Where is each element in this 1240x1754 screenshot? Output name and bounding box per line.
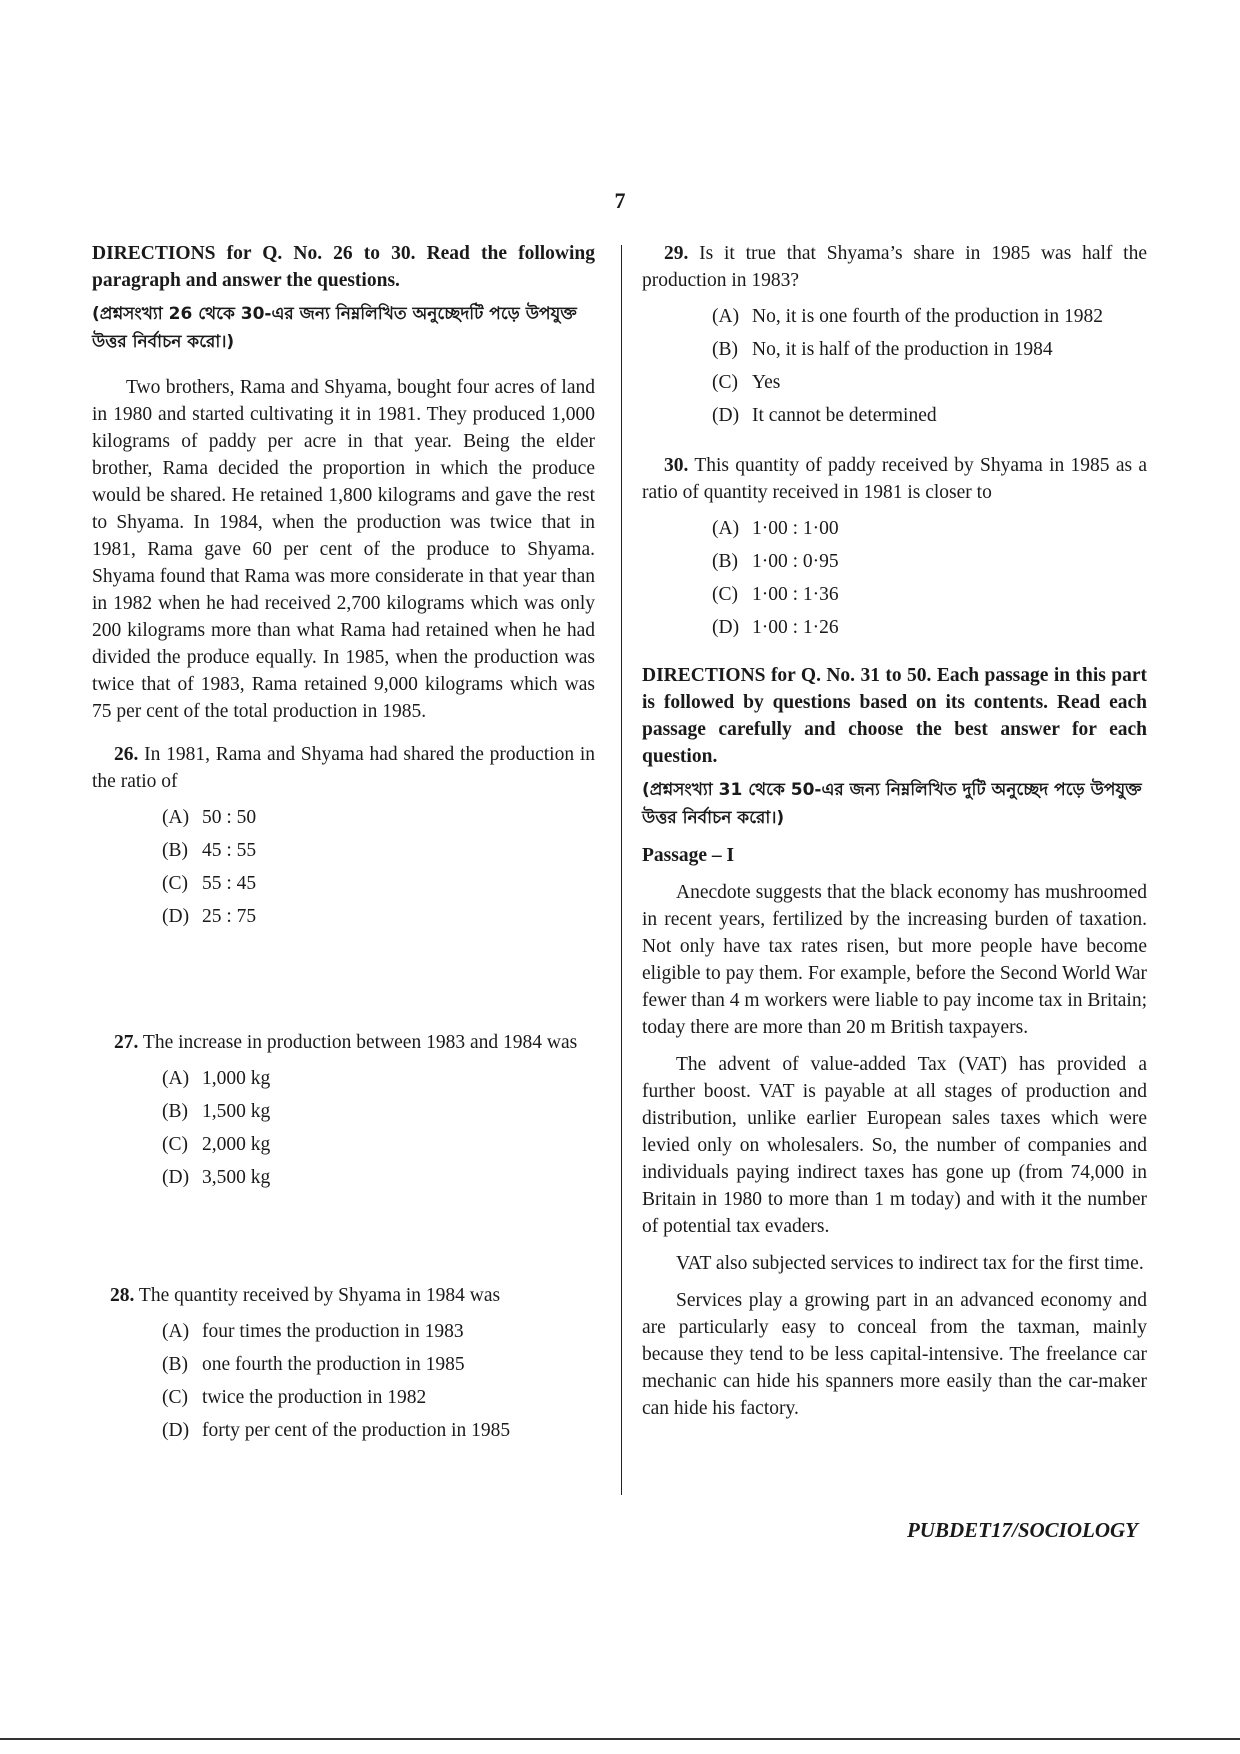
option-a: (A) 50 : 50 (162, 807, 257, 828)
question-number: 29. (664, 243, 689, 264)
option-list (162, 1315, 595, 1447)
option-list (162, 801, 595, 933)
footer-paper-code: PUBDET17/SOCIOLOGY (906, 1518, 1138, 1542)
question-number: 28. (110, 1285, 135, 1306)
option-a: (A) 1·00 : 1·00 (712, 518, 839, 539)
passage-paragraph-4: Services play a growing part in an advanced economy and are particularly easy to conceal from the taxman, mainly because they tend to be less capital-intensive. The freelance car mechanic can hide his spanners more easily than the car-maker can hide his factory. (642, 1290, 1147, 1419)
question-27 (92, 1029, 595, 1194)
option-b: (B) 1,500 kg (162, 1101, 271, 1122)
option-d: (D) 1·00 : 1·26 (712, 617, 839, 638)
directions-31-50-bengali: (প্রশ্নসংখ্যা 31 থেকে 50-এর জন্য নিম্নলিখিত দুটি অনুচ্ছেদ পড়ে উপযুক্ত উত্তর নির্বাচন করো।) (642, 780, 1142, 828)
option-c: (C) 2,000 kg (162, 1134, 271, 1155)
question-29 (642, 240, 1147, 432)
question-number: 30. (664, 455, 689, 476)
option-d: (D) 25 : 75 (162, 906, 257, 927)
option-d: (D) forty per cent of the production in 1985 (162, 1420, 511, 1441)
question-text: Is it true that Shyama’s share in 1985 was half the production in 1983? (642, 243, 1147, 291)
option-list (712, 300, 1147, 432)
option-a: (A) four times the production in 1983 (162, 1321, 464, 1342)
question-text: The increase in production between 1983 and 1984 was (142, 1032, 578, 1053)
passage-title: Passage – I (642, 845, 735, 866)
option-list (162, 1062, 595, 1194)
question-28 (92, 1282, 595, 1447)
directions-26-30-bengali: (প্রশ্নসংখ্যা 26 থেকে 30-এর জন্য নিম্নলিখিত অনুচ্ছেদটি পড়ে উপযুক্ত উত্তর নির্বাচন করো।) (92, 304, 577, 352)
question-26 (92, 741, 595, 933)
option-c: (C) twice the production in 1982 (162, 1387, 427, 1408)
question-number: 26. (114, 744, 139, 765)
directions-31-50: DIRECTIONS for Q. No. 31 to 50. Each passage in this part is followed by questions based on its contents. Read each passage carefully and choose the best answer for each question. (642, 665, 1147, 767)
question-number: 27. (114, 1032, 139, 1053)
option-b: (B) one fourth the production in 1985 (162, 1354, 465, 1375)
option-c: (C) 55 : 45 (162, 873, 257, 894)
question-text: This quantity of paddy received by Shyama in 1985 as a ratio of quantity received in 1981 is closer to (642, 455, 1147, 503)
option-c: (C) 1·00 : 1·36 (712, 584, 839, 605)
option-d: (D) 3,500 kg (162, 1167, 271, 1188)
option-b: (B) 45 : 55 (162, 840, 257, 861)
option-list (712, 512, 1147, 644)
question-30 (642, 452, 1147, 644)
passage-paragraph-1: Anecdote suggests that the black economy has mushroomed in recent years, fertilized by the increasing burden of taxation. Not only have tax rates risen, but more people have become eligible to pay them. For example, before the Second World War fewer than 4 m workers were liable to pay income tax in Britain; today there are more than 20 m British taxpayers. (642, 882, 1147, 1038)
option-a: (A) 1,000 kg (162, 1068, 271, 1089)
passage-paragraph-2: The advent of value-added Tax (VAT) has provided a further boost. VAT is payable at all stages of production and distribution, unlike earlier European sales taxes which were levied only on wholesalers. So, the number of companies and individuals paying indirect taxes has gone up (from 74,000 in Britain in 1980 to more than 1 m today) and with it the number of potential tax evaders. (642, 1054, 1147, 1237)
page-number: 7 (614, 188, 626, 213)
directions-26-30: DIRECTIONS for Q. No. 26 to 30. Read the following paragraph and answer the questions. (92, 243, 595, 291)
option-b: (B) No, it is half of the production in 1984 (712, 339, 1053, 360)
passage-paragraph-3: VAT also subjected services to indirect tax for the first time. (676, 1253, 1144, 1274)
column-divider (621, 245, 622, 1495)
option-a: (A) No, it is one fourth of the production in 1982 (712, 306, 1103, 327)
option-b: (B) 1·00 : 0·95 (712, 551, 839, 572)
scenario-paragraph: Two brothers, Rama and Shyama, bought four acres of land in 1980 and started cultivating it in 1981. They produced 1,000 kilograms of paddy per acre in that year. Being the elder brother, Rama decided the proportion in which the produce would be shared. He retained 1,800 kilograms and gave the rest to Shyama. In 1984, when the production was twice that in 1981, Rama gave 60 per cent of the produce to Shyama. Shyama found that Rama was more considerate in that year than in 1982 when he had received 2,700 kilograms which was only 200 kilograms more than what Rama had retained when he had divided the produce equally. In 1985, when the production was twice that of 1983, Rama retained 9,000 kilograms which was 75 per cent of the total production in 1985. (92, 377, 595, 722)
question-text: In 1981, Rama and Shyama had shared the production in the ratio of (92, 744, 596, 792)
option-c: (C) Yes (712, 372, 781, 393)
option-d: (D) It cannot be determined (712, 405, 937, 426)
question-text: The quantity received by Shyama in 1984 was (138, 1285, 501, 1306)
right-column (642, 240, 1147, 1422)
left-column (92, 240, 595, 1447)
bottom-rule (0, 1738, 1240, 1740)
